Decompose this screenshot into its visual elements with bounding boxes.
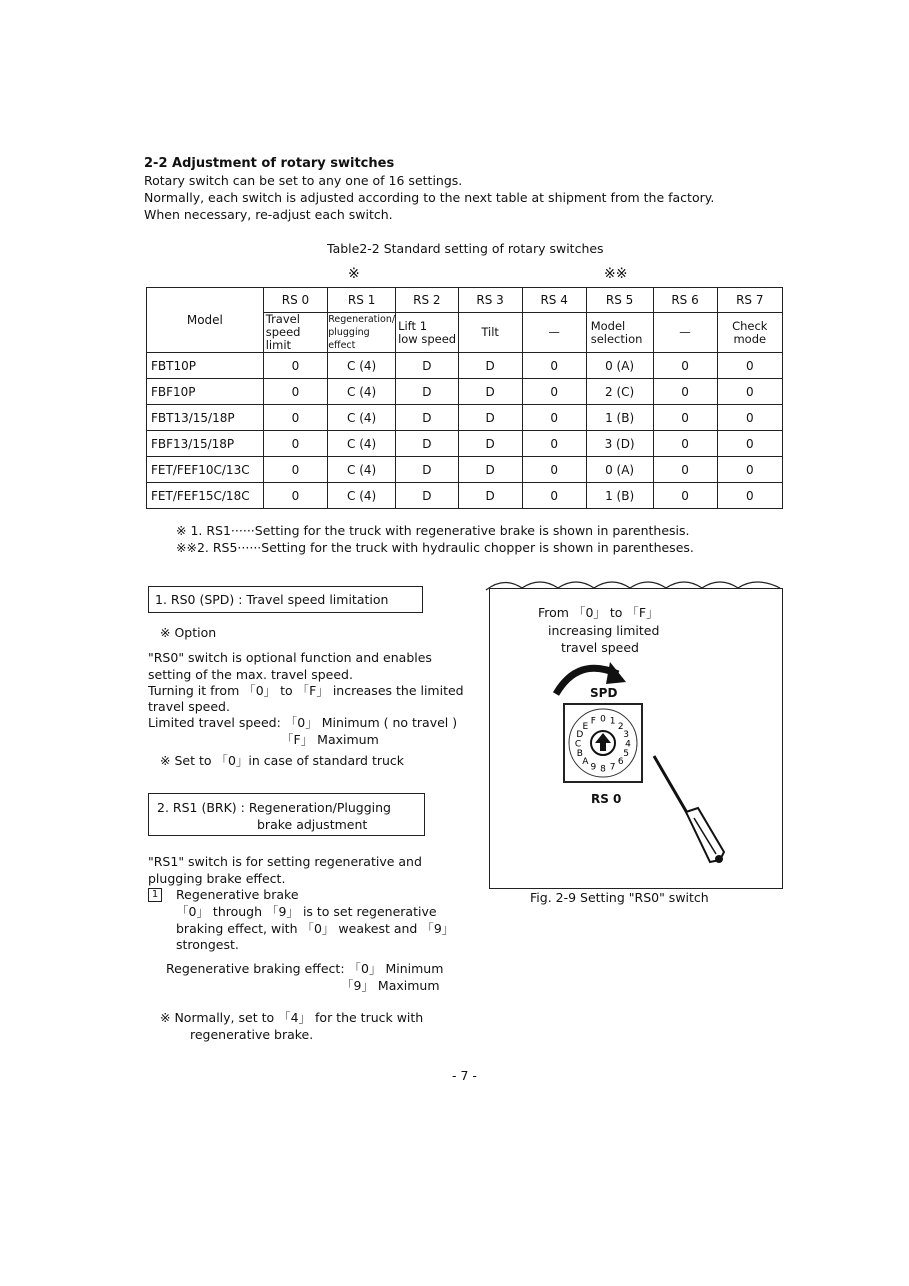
dial-char: 9	[590, 762, 597, 773]
dial-char: 6	[617, 757, 624, 768]
rs1-body-2: plugging brake effect.	[148, 871, 286, 886]
rs1-title-2: brake adjustment	[257, 817, 368, 832]
table-note-1: ※ 1. RS1······Setting for the truck with regenerative brake is shown in parenthesis.	[176, 523, 690, 538]
cell: 0 (A)	[586, 457, 653, 483]
table-row	[147, 483, 783, 509]
cell: 0	[522, 379, 586, 405]
col-desc-rs2: Lift 1 low speed	[396, 313, 459, 353]
col-header-rs5: RS 5	[586, 288, 653, 313]
dial-char: B	[576, 749, 583, 760]
cell: 0	[263, 379, 327, 405]
cell: 3 (D)	[586, 431, 653, 457]
dial-char: F	[590, 716, 596, 727]
intro-line-2: Normally, each switch is adjusted according to the next table at shipment from the factory.	[144, 190, 715, 205]
rs1-item-body-1: 「0」 through 「9」 is to set regenerative	[176, 904, 437, 919]
item-number-box: 1	[148, 888, 162, 902]
cell: D	[396, 405, 459, 431]
intro-line-1: Rotary switch can be set to any one of 16 settings.	[144, 173, 463, 188]
dial-char: A	[582, 757, 589, 768]
page-number: - 7 -	[452, 1068, 477, 1083]
row-model: FBT13/15/18P	[147, 405, 264, 431]
dial-char: 2	[617, 721, 624, 732]
cell: 0	[717, 405, 782, 431]
row-model: FBF10P	[147, 379, 264, 405]
table-row	[147, 353, 783, 379]
rs0-body-1: "RS0" switch is optional function and enables	[148, 650, 432, 665]
table-caption: Table2-2 Standard setting of rotary switches	[327, 241, 604, 256]
rs1-item-body-2: braking effect, with 「0」 weakest and 「9」	[176, 921, 455, 936]
rotary-dial	[565, 705, 641, 781]
dial-char: E	[582, 721, 589, 732]
cell: 0	[717, 353, 782, 379]
cell: 0	[653, 379, 717, 405]
rs1-title-box	[148, 793, 425, 836]
cell: 0	[263, 457, 327, 483]
cell: 0	[522, 483, 586, 509]
cell: D	[458, 353, 522, 379]
cell: 1 (B)	[586, 483, 653, 509]
cell: D	[396, 457, 459, 483]
rs0-body-4: travel speed.	[148, 699, 230, 714]
cell: 2 (C)	[586, 379, 653, 405]
col-header-rs6: RS 6	[653, 288, 717, 313]
col-header-rs0: RS 0	[263, 288, 327, 313]
rs1-normal-note-2: regenerative brake.	[190, 1027, 314, 1042]
cell: 1 (B)	[586, 405, 653, 431]
col-header-rs3: RS 3	[458, 288, 522, 313]
row-model: FBF13/15/18P	[147, 431, 264, 457]
cell: 0	[717, 379, 782, 405]
table-row	[147, 405, 783, 431]
cell: 0	[522, 405, 586, 431]
cell: D	[458, 457, 522, 483]
cell: 0	[717, 483, 782, 509]
row-model: FBT10P	[147, 353, 264, 379]
rs0-body-2: setting of the max. travel speed.	[148, 667, 353, 682]
rs1-effect-1: Regenerative braking effect: 「0」 Minimum	[166, 961, 444, 976]
col-desc-rs0: Travel speed limit	[263, 313, 327, 353]
cell: D	[396, 379, 459, 405]
rs1-item-body-3: strongest.	[176, 937, 239, 952]
rs1-body-1: "RS1" switch is for setting regenerative and	[148, 854, 422, 869]
rotary-switch	[563, 703, 643, 783]
cell: 0	[263, 431, 327, 457]
table-note-2: ※※2. RS5······Setting for the truck with hydraulic chopper is shown in parentheses.	[176, 540, 694, 555]
rs1-item-title: Regenerative brake	[176, 887, 299, 902]
dial-char: 4	[625, 739, 631, 750]
rs0-option: ※ Option	[160, 625, 217, 640]
cell: D	[396, 353, 459, 379]
dial-char: C	[574, 739, 582, 750]
cell: C (4)	[328, 405, 396, 431]
dial-char: D	[576, 729, 584, 740]
rs0-body-3: Turning it from 「0」 to 「F」 increases the limited	[148, 683, 464, 698]
cell: C (4)	[328, 379, 396, 405]
rs1-normal-note-1: ※ Normally, set to 「4」 for the truck with	[160, 1010, 424, 1025]
row-model: FET/FEF15C/18C	[147, 483, 264, 509]
cell: 0	[263, 483, 327, 509]
cell: 0	[522, 457, 586, 483]
cell: 0	[653, 483, 717, 509]
cell: D	[396, 483, 459, 509]
rs5-mark: ※※	[604, 266, 628, 282]
rs-label: RS 0	[591, 792, 622, 806]
cell: 0	[653, 405, 717, 431]
cell: 0	[653, 353, 717, 379]
rs0-title-box	[148, 586, 423, 613]
figure-label-2: increasing limited	[548, 623, 660, 638]
cell: C (4)	[328, 353, 396, 379]
rs0-set-note: ※ Set to 「0」in case of standard truck	[160, 753, 405, 768]
dial-char: 8	[600, 764, 606, 775]
cell: 0	[653, 457, 717, 483]
settings-table	[146, 287, 783, 509]
cell: 0	[263, 405, 327, 431]
intro-line-3: When necessary, re-adjust each switch.	[144, 207, 393, 222]
rs0-limited-2: 「F」 Maximum	[281, 732, 379, 747]
dial-char: 7	[609, 762, 616, 773]
col-desc-rs1: Regeneration/ plugging effect	[328, 314, 396, 351]
spd-label: SPD	[590, 686, 618, 700]
cell: 0	[522, 353, 586, 379]
cell: D	[458, 379, 522, 405]
col-desc-rs6: —	[653, 313, 717, 353]
cell: 0	[717, 457, 782, 483]
cell: D	[458, 431, 522, 457]
section-title: 2-2 Adjustment of rotary switches	[144, 156, 395, 171]
cell: D	[458, 483, 522, 509]
cell: 0	[522, 431, 586, 457]
rs1-effect-2: 「9」 Maximum	[341, 978, 440, 993]
cell: 0	[653, 431, 717, 457]
cell: C (4)	[328, 483, 396, 509]
cell: D	[396, 431, 459, 457]
figure-caption: Fig. 2-9 Setting "RS0" switch	[530, 890, 709, 905]
table-row	[147, 379, 783, 405]
model-header: Model	[147, 288, 264, 353]
col-header-rs1: RS 1	[328, 288, 396, 313]
table-row	[147, 457, 783, 483]
rs0-limited-1: Limited travel speed: 「0」 Minimum ( no travel )	[148, 715, 458, 730]
cell: 0	[717, 431, 782, 457]
dial-char: 3	[623, 729, 629, 740]
figure-label-3: travel speed	[561, 640, 639, 655]
rs0-title: 1. RS0 (SPD) : Travel speed limitation	[155, 592, 389, 607]
col-header-rs7: RS 7	[717, 288, 782, 313]
row-model: FET/FEF10C/13C	[147, 457, 264, 483]
rs1-mark: ※	[348, 266, 360, 282]
cell: 0	[263, 353, 327, 379]
col-desc-rs3: Tilt	[458, 313, 522, 353]
cell: D	[458, 405, 522, 431]
dial-char: 1	[609, 716, 616, 727]
screwdriver-icon	[650, 752, 730, 867]
col-header-rs2: RS 2	[396, 288, 459, 313]
col-desc-rs4: —	[522, 313, 586, 353]
rs1-title-1: 2. RS1 (BRK) : Regeneration/Plugging	[157, 800, 391, 815]
dial-char: 5	[623, 749, 629, 760]
col-desc-rs7: Check mode	[717, 313, 782, 353]
figure-label-1: From 「0」 to 「F」	[538, 605, 659, 620]
table-row	[147, 431, 783, 457]
col-desc-rs5: Model selection	[586, 313, 653, 353]
cell: 0 (A)	[586, 353, 653, 379]
col-header-rs4: RS 4	[522, 288, 586, 313]
cell: C (4)	[328, 431, 396, 457]
cell: C (4)	[328, 457, 396, 483]
dial-char: 0	[600, 714, 606, 725]
